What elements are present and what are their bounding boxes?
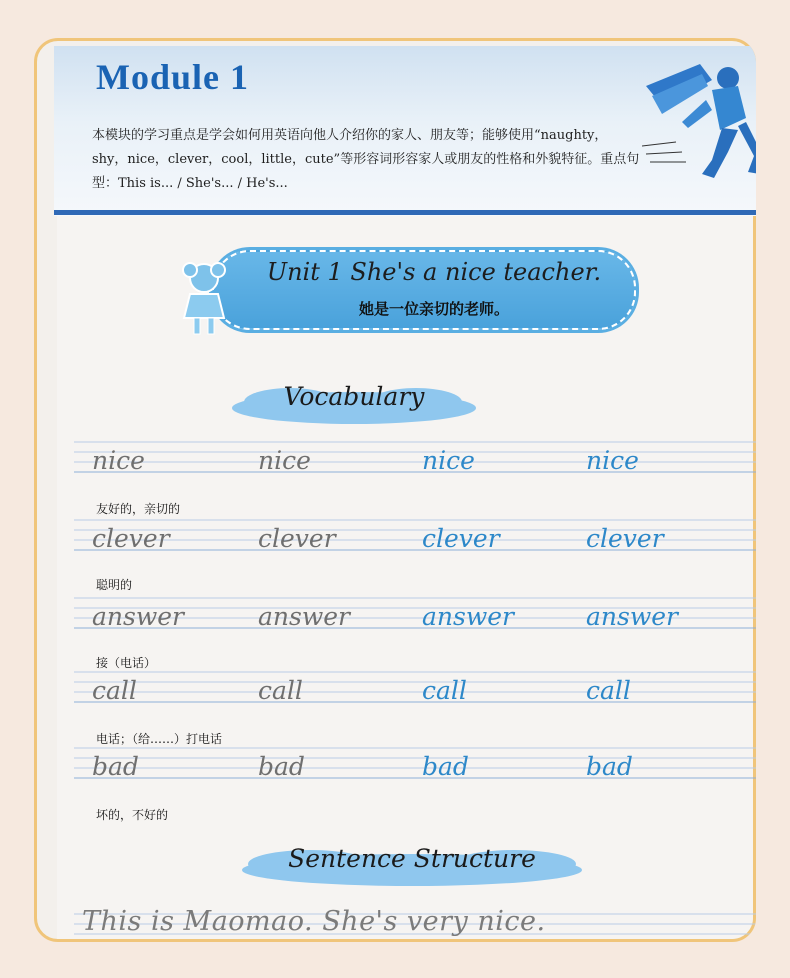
vocab-row <box>64 598 754 646</box>
running-kid-illustration <box>642 56 756 186</box>
module-header <box>54 46 756 216</box>
vocab-word-practice: nice <box>422 446 475 475</box>
vocab-word-trace: bad <box>258 752 305 781</box>
sentence-structure-heading-text: Sentence Structure <box>288 844 536 873</box>
vocab-word-practice: nice <box>586 446 639 475</box>
vocabulary-heading <box>230 382 478 428</box>
girl-mascot-icon <box>180 260 230 336</box>
vocab-word-practice: call <box>586 676 631 705</box>
vocab-word-practice: bad <box>422 752 469 781</box>
vocab-word-trace: call <box>258 676 303 705</box>
vocab-word-practice: clever <box>586 524 664 553</box>
unit-title: Unit 1 She's a nice teacher. <box>266 258 602 286</box>
module-intro: 本模块的学习重点是学会如何用英语向他人介绍你的家人、朋友等；能够使用“naughty，shy，nice，clever，cool，little，cute”等形容词形容家人或朋友的性格和外貌特征。重点句型：This is... / She's... / He's... <box>92 128 640 191</box>
example-sentence: This is Maomao. She's very nice. <box>82 906 546 937</box>
header-divider <box>54 210 756 215</box>
vocab-row <box>64 520 754 568</box>
vocab-word-trace: bad <box>92 752 139 781</box>
vocab-meaning: 接（电话） <box>96 656 157 670</box>
vocab-word-trace: clever <box>92 524 170 553</box>
vocab-word-practice: answer <box>586 602 678 631</box>
vocab-row <box>64 672 754 720</box>
vocab-word-practice: bad <box>586 752 633 781</box>
vocab-meaning: 友好的，亲切的 <box>96 502 181 516</box>
sentence-structure-heading <box>240 844 584 890</box>
unit-subtitle: 她是一位亲切的老师。 <box>358 300 509 318</box>
vocab-word-trace: answer <box>92 602 184 631</box>
unit-banner <box>212 250 636 330</box>
page-clip <box>34 38 756 942</box>
vocab-meaning: 聪明的 <box>96 578 133 592</box>
vocab-meaning: 电话；（给……）打电话 <box>96 732 223 746</box>
module-title: Module 1 <box>96 57 250 97</box>
vocab-word-practice: call <box>422 676 467 705</box>
vocab-row <box>64 748 754 796</box>
vocab-meaning: 坏的，不好的 <box>96 808 169 822</box>
vocab-word-trace: answer <box>258 602 350 631</box>
vocab-row <box>64 442 754 490</box>
vocab-word-trace: call <box>92 676 137 705</box>
vocab-word-trace: clever <box>258 524 336 553</box>
vocab-word-practice: clever <box>422 524 500 553</box>
vocab-word-practice: answer <box>422 602 514 631</box>
vocabulary-heading-text: Vocabulary <box>283 382 425 411</box>
vocab-word-trace: nice <box>258 446 311 475</box>
vocab-word-trace: nice <box>92 446 145 475</box>
